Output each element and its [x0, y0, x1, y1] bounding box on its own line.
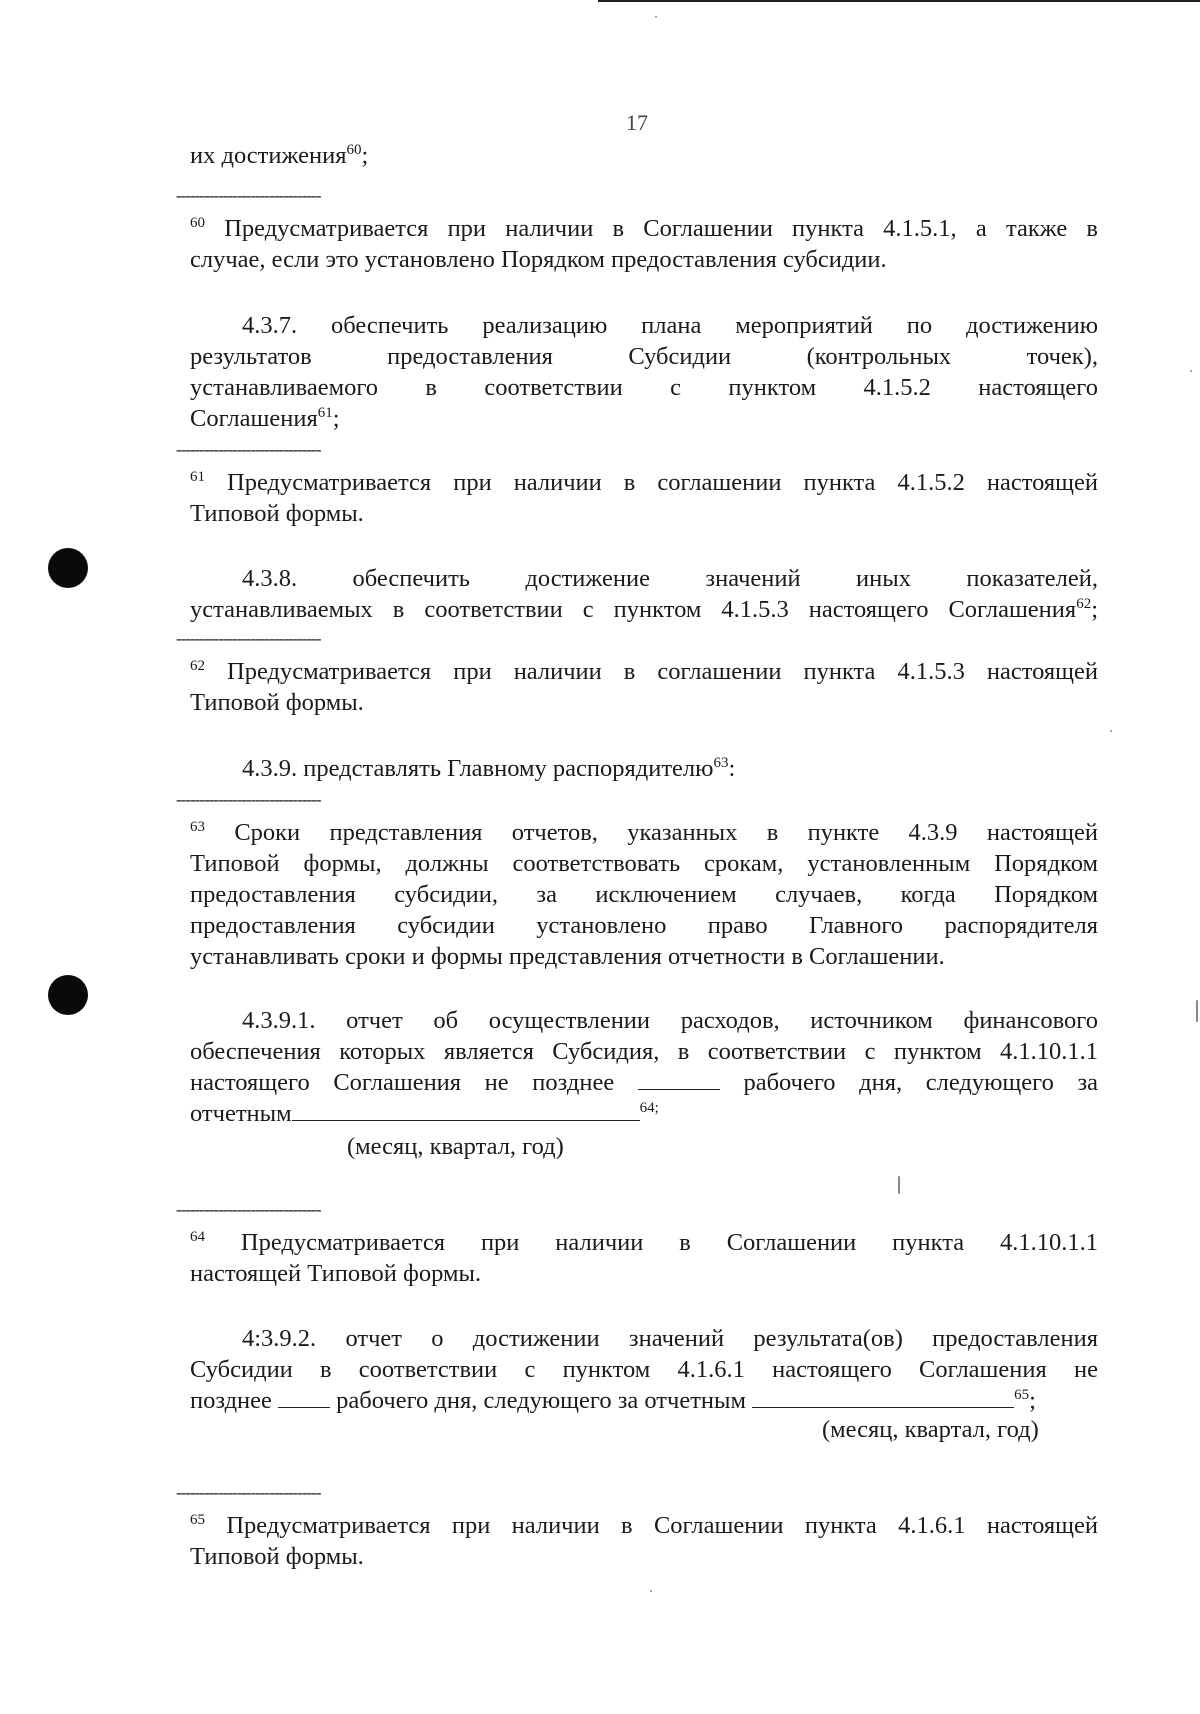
punch-hole-icon — [48, 548, 88, 588]
scan-speck — [655, 16, 657, 18]
top-border-line — [598, 0, 1200, 2]
footnote-separator: ------------------------------- — [176, 186, 321, 205]
footnote-62: $^{62}$ Предусматривается при наличии в соглашении пункта 4.1.5.3 настоящей Типовой формы. — [190, 657, 1098, 716]
footnote-separator: ------------------------------- — [176, 1483, 321, 1502]
footnote-64: $^{64}$ Предусматривается при наличии в Соглашении пункта 4.1.10.1.1 настоящей Типовой формы. — [190, 1228, 1098, 1287]
period-caption: (месяц, квартал, год) — [347, 1133, 564, 1160]
footnote-65: $^{65}$ Предусматривается при наличии в Соглашении пункта 4.1.6.1 настоящей Типовой формы. — [190, 1511, 1098, 1570]
footnote-63: $^{63}$ Сроки представления отчетов, указанных в пункте 4.3.9 настоящей Типовой формы, должны соответствовать срокам, установленным Порядком предоставления субсидии, за исключением случаев, когда Порядком предоставления субсидии установлено право Главного распорядителя устанавливать сроки и формы представления отчетности в Соглашении. — [190, 818, 1098, 970]
blank-days-field — [638, 1067, 720, 1090]
footnote-separator: ------------------------------- — [176, 440, 321, 459]
scan-speck — [1190, 370, 1192, 372]
blank-period-field — [292, 1098, 640, 1121]
paragraph-4-3-8: 4.3.8. обеспечить достижение значений иных показателей, устанавливаемых в соответствии с пунктом 4.1.5.3 настоящего Соглашения$^{62}$; — [190, 565, 1098, 623]
scan-speck — [1196, 1000, 1198, 1022]
footnote-separator: ------------------------------- — [176, 790, 321, 809]
footnote-61: $^{61}$ Предусматривается при наличии в соглашении пункта 4.1.5.2 настоящей Типовой формы. — [190, 468, 1098, 527]
blank-days-field — [278, 1385, 330, 1408]
paragraph-4-3-7: 4.3.7. обеспечить реализацию плана мероприятий по достижению результатов предоставления Субсидии (контрольных точек), устанавливаемого в соответствии с пунктом 4.1.5.2 настоящего Соглашения$^{61}$; — [190, 312, 1098, 432]
footnote-separator: ------------------------------- — [176, 1200, 321, 1219]
paragraph-4-3-9-1: 4.3.9.1. отчет об осуществлении расходов, источником финансового обеспечения которых является Субсидия, в соответствии с пунктом 4.1.10.1.1 настоящего Соглашения не позднее рабочего дня, следующего за отчетным $^{64;}$ — [190, 1007, 1099, 1127]
scan-speck — [898, 1176, 900, 1194]
paragraph-4-3-9: 4.3.9. представлять Главному распорядителю$^{63}$: — [242, 754, 736, 782]
blank-period-field — [752, 1385, 1014, 1408]
paragraph-4-3-9-2: 4:3.9.2. отчет о достижении значений результата(ов) предоставления Субсидии в соответствии с пунктом 4.1.6.1 настоящего Соглашения не позднее рабочего дня, следующего за отчетным $^{65}$; — [190, 1325, 1098, 1414]
scan-speck — [650, 1590, 652, 1592]
scan-speck — [1110, 730, 1112, 732]
footnote-separator: ------------------------------- — [176, 629, 321, 648]
footnote-60: $^{60}$ Предусматривается при наличии в Соглашении пункта 4.1.5.1, а также в случае, если это установлено Порядком предоставления субсидии. — [190, 214, 1098, 273]
paragraph-continuation: их достижения$^{60}$; — [190, 141, 369, 169]
punch-hole-icon — [48, 975, 88, 1015]
page-number: 17 — [626, 110, 648, 135]
period-caption: (месяц, квартал, год) — [822, 1416, 1039, 1443]
